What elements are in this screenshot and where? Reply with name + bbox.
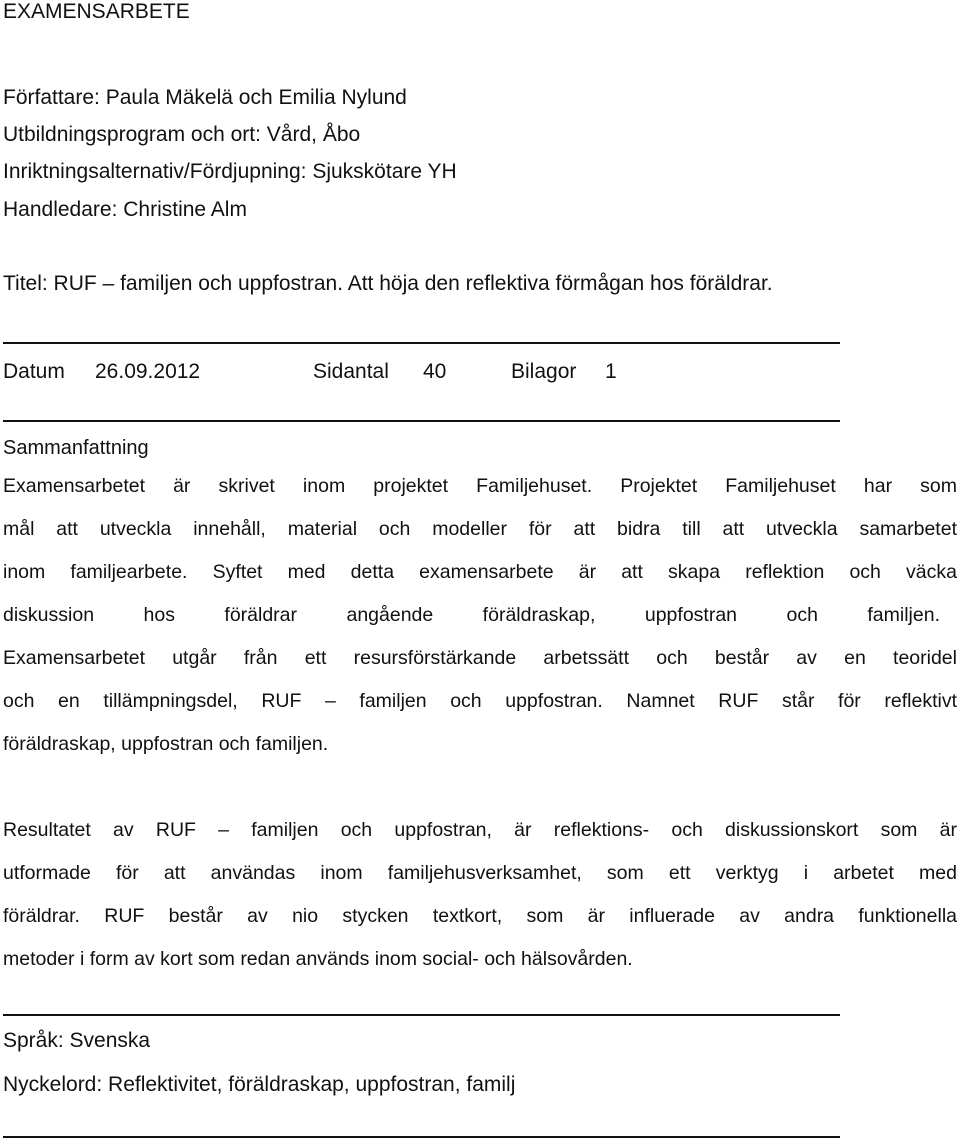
divider-rule (3, 342, 840, 344)
keywords-line: Nyckelord: Reflektivitet, föräldraskap, uppfostran, familj (3, 1073, 516, 1096)
divider-rule (3, 1014, 840, 1016)
paragraph-line: metoder i form av kort som redan används inom social- och hälsovården. (3, 948, 633, 970)
program-line: Utbildningsprogram och ort: Vård, Åbo (3, 123, 361, 146)
language-line: Språk: Svenska (3, 1029, 151, 1052)
summary-paragraph-1 (3, 465, 957, 766)
pages-value: 40 (423, 360, 447, 383)
pages-label: Sidantal (313, 360, 389, 383)
paragraph-line: Examensarbetet utgår från ett resursförstärkande arbetssätt och består av en teoridel (3, 647, 957, 669)
paragraph-line: diskussion hos föräldrar angående föräldraskap, uppfostran och familjen. (3, 604, 940, 626)
appendices-label: Bilagor (511, 360, 577, 383)
paragraph-line: föräldraskap, uppfostran och familjen. (3, 733, 329, 755)
paragraph-line: Resultatet av RUF – familjen och uppfostran, är reflektions- och diskussionskort som är (3, 819, 957, 841)
appendices-value: 1 (605, 360, 617, 383)
paragraph-line: Examensarbetet är skrivet inom projektet Familjehuset. Projektet Familjehuset har som (3, 475, 957, 497)
divider-rule (3, 1136, 840, 1138)
divider-rule (3, 420, 840, 422)
paragraph-line: och en tillämpningsdel, RUF – familjen och uppfostran. Namnet RUF står för reflektivt (3, 690, 957, 712)
paragraph-line: mål att utveckla innehåll, material och modeller för att bidra till att utveckla samarbetet (3, 518, 957, 540)
authors-line: Författare: Paula Mäkelä och Emilia Nylund (3, 86, 407, 109)
date-value: 26.09.2012 (95, 360, 201, 383)
specialization-line: Inriktningsalternativ/Fördjupning: Sjukskötare YH (3, 160, 457, 183)
date-label: Datum (3, 360, 65, 383)
summary-heading: Sammanfattning (3, 437, 149, 459)
paragraph-line: föräldrar. RUF består av nio stycken textkort, som är influerade av andra funktionella (3, 905, 957, 927)
paragraph-line: inom familjearbete. Syftet med detta examensarbete är att skapa reflektion och väcka (3, 561, 957, 583)
thesis-title-line: Titel: RUF – familjen och uppfostran. Att höja den reflektiva förmågan hos föräldrar. (3, 272, 773, 295)
summary-paragraph-2 (3, 809, 957, 981)
supervisor-line: Handledare: Christine Alm (3, 198, 247, 221)
document-heading: EXAMENSARBETE (3, 0, 190, 23)
paragraph-line: utformade för att användas inom familjehusverksamhet, som ett verktyg i arbetet med (3, 862, 957, 884)
